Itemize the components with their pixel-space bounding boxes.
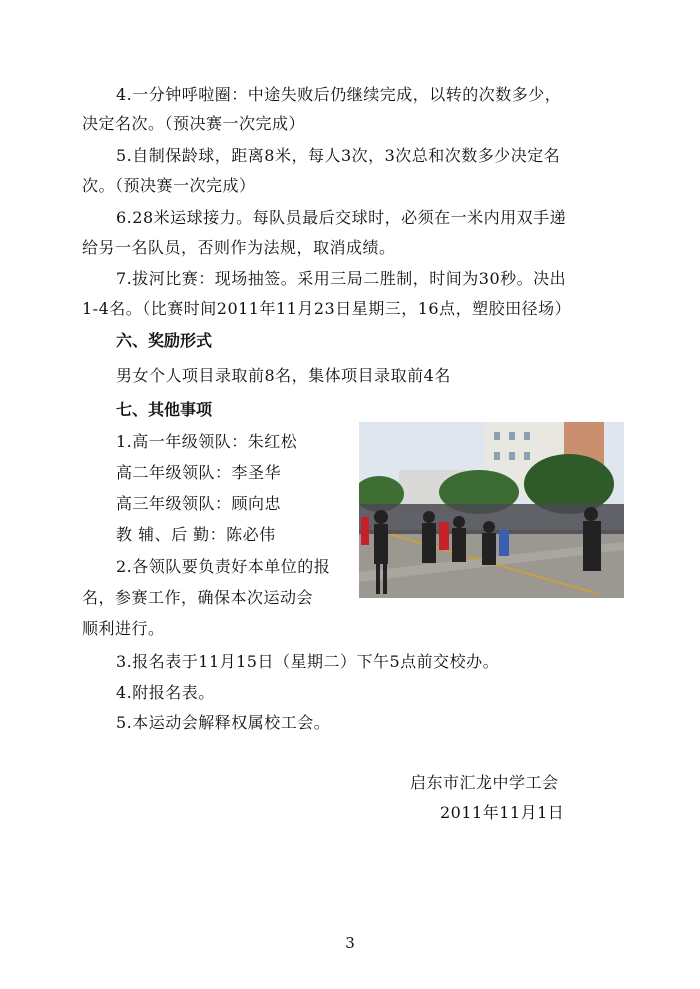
leader-grade2: 高二年级领队：李圣华 — [116, 463, 282, 482]
item4-line2: 决定名次。（预决赛一次完成） — [82, 114, 306, 133]
leader-grade3: 高三年级领队：顾向忠 — [116, 494, 282, 513]
section7-heading: 七、其他事项 — [116, 400, 213, 419]
item6-line2: 给另一名队员，否则作为法规，取消成绩。 — [82, 238, 396, 257]
item4-line: 4.附报名表。 — [116, 683, 215, 702]
section6-text: 男女个人项目录取前8名，集体项目录取前4名 — [116, 366, 451, 385]
page-number: 3 — [345, 934, 355, 952]
item2-line3: 顺利进行。 — [82, 619, 165, 638]
item5-line: 5.本运动会解释权属校工会。 — [116, 713, 331, 732]
item5-line2: 次。（预决赛一次完成） — [82, 176, 256, 195]
item6-line1: 6.28米运球接力。每队员最后交球时，必须在一米内用双手递 — [116, 208, 567, 227]
item2-line2: 名，参赛工作，确保本次运动会 — [82, 588, 314, 607]
tug-of-war-photo — [359, 422, 624, 598]
signature-date: 2011年11月1日 — [440, 803, 565, 822]
signature-org: 启东市汇龙中学工会 — [410, 773, 559, 792]
item5-line1: 5.自制保龄球，距离8米，每人3次，3次总和次数多少决定名 — [116, 146, 561, 165]
item3-line: 3.报名表于11月15日（星期二）下午5点前交校办。 — [116, 652, 500, 671]
item7-line2: 1-4名。（比赛时间2011年11月23日星期三，16点，塑胶田径场） — [82, 299, 572, 318]
leader-logistics: 教 辅、后 勤：陈必伟 — [116, 525, 276, 544]
item7-line1: 7.拔河比赛：现场抽签。采用三局二胜制，时间为30秒。决出 — [116, 269, 567, 288]
section6-heading: 六、奖励形式 — [116, 331, 213, 350]
item2-line1: 2.各领队要负责好本单位的报 — [116, 557, 331, 576]
leader-grade1: 1.高一年级领队：朱红松 — [116, 432, 298, 451]
item4-line1: 4.一分钟呼啦圈：中途失败后仍继续完成，以转的次数多少， — [116, 85, 562, 104]
